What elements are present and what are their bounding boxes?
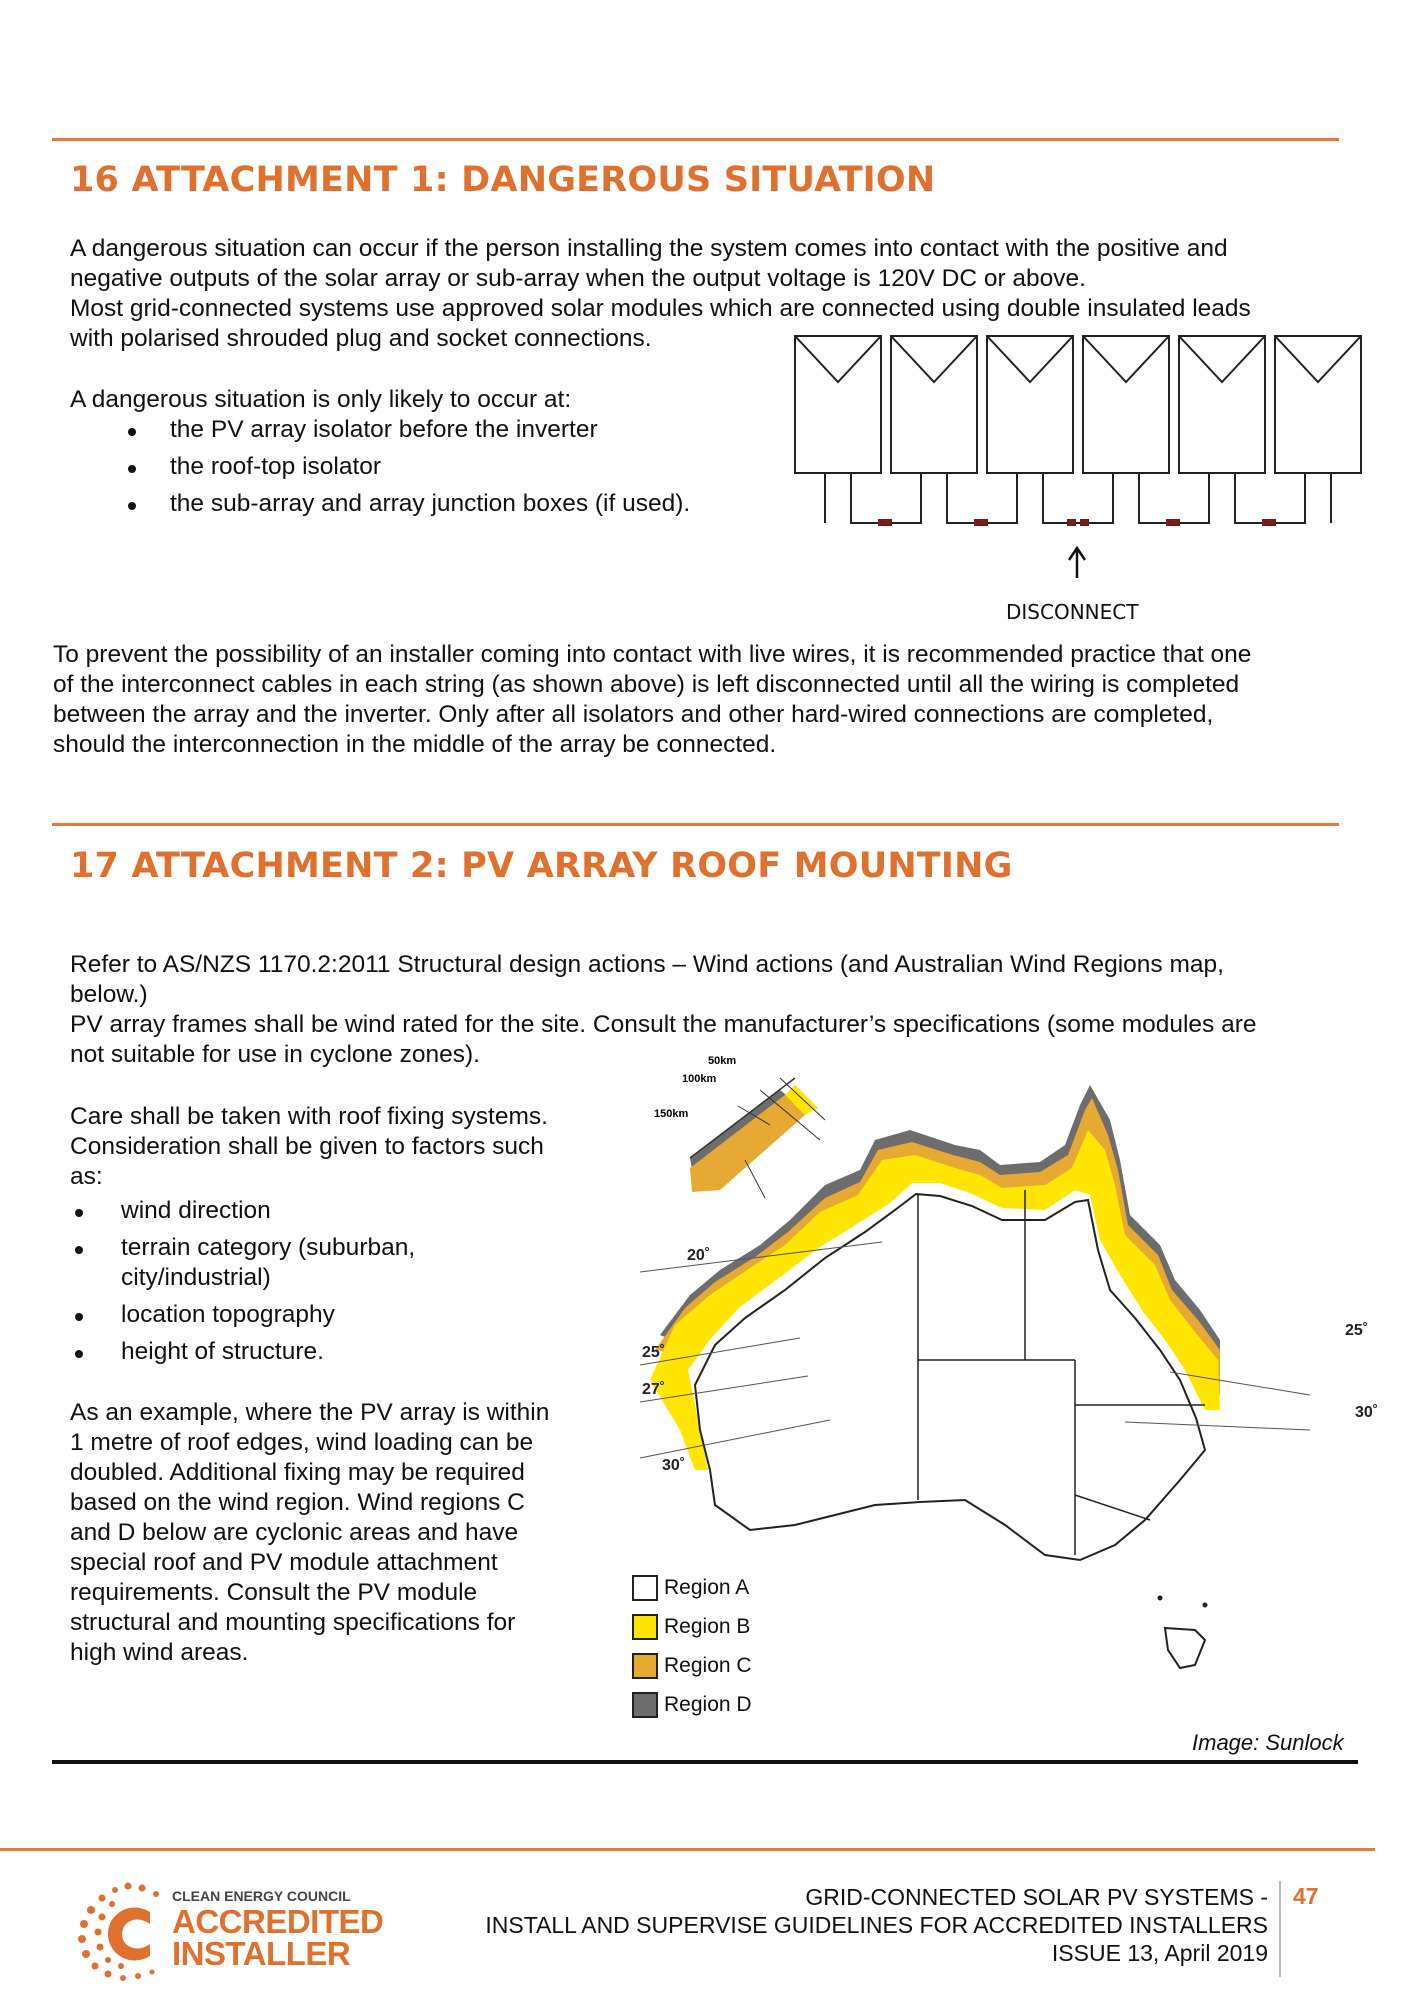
bass-strait-island	[1203, 1603, 1208, 1608]
bullet-item	[70, 1196, 415, 1226]
bullet-text: city/industrial)	[121, 1264, 271, 1291]
disconnect-label: DISCONNECT	[1006, 600, 1139, 624]
example-line: doubled. Additional fixing may be required	[70, 1459, 525, 1486]
legend-swatch	[632, 1575, 658, 1601]
example-line: based on the wind region. Wind regions C	[70, 1489, 525, 1516]
bullet-text: wind direction	[121, 1197, 271, 1224]
legend-label: Region A	[664, 1575, 750, 1599]
section-17-heading: 17 ATTACHMENT 2: PV ARRAY ROOF MOUNTING	[70, 846, 1013, 886]
solar-panel	[1083, 336, 1169, 473]
legend-item	[632, 1685, 752, 1724]
section-16-top-rule	[52, 138, 1339, 141]
example-line: and D below are cyclonic areas and have	[70, 1519, 519, 1546]
bullet-text: height of structure.	[121, 1338, 324, 1365]
prevent-line: between the array and the inverter. Only after all isolators and other hard-wired connections are completed,	[53, 701, 1214, 728]
latitude-label: 25˚	[1345, 1322, 1369, 1339]
bullet-item	[70, 1337, 415, 1367]
footer-line: ISSUE 13, April 2019	[1051, 1940, 1268, 1966]
solar-panel	[987, 336, 1073, 473]
legend-item	[632, 1646, 752, 1685]
logo-line-accredited: ACCREDITED	[172, 1903, 384, 1940]
care-line: Consideration shall be given to factors such	[70, 1133, 544, 1160]
inset-label: 50km	[708, 1055, 737, 1067]
intro-line: Most grid-connected systems use approved solar modules which are connected using double insulated leads	[70, 295, 1251, 322]
intro-line: A dangerous situation can occur if the person installing the system comes into contact with the positive and	[70, 235, 1228, 262]
reference-line: below.)	[70, 981, 148, 1008]
panel-string	[795, 336, 1361, 523]
legend-item	[632, 1568, 752, 1607]
latitude-label: 30˚	[662, 1457, 686, 1474]
prevent-line: To prevent the possibility of an installer coming into contact with live wires, it is recommended practice that one	[53, 641, 1252, 668]
interconnect-wiring	[825, 473, 1331, 523]
legend-item	[632, 1607, 752, 1646]
example-line: 1 metre of roof edges, wind loading can be	[70, 1429, 534, 1456]
reference-line: not suitable for use in cyclone zones).	[70, 1041, 480, 1068]
care-line: Care shall be taken with roof fixing systems.	[70, 1103, 548, 1130]
bullet-text: location topography	[121, 1301, 335, 1328]
care-line: as:	[70, 1163, 103, 1190]
footer-divider	[1279, 1881, 1281, 1977]
intro-line: with polarised shrouded plug and socket connections.	[70, 325, 652, 352]
legend-label: Region D	[664, 1692, 752, 1716]
example-line: requirements. Consult the PV module	[70, 1579, 478, 1606]
reference-line: Refer to AS/NZS 1170.2:2011 Structural design actions – Wind actions (and Australian Wind Regions map,	[70, 951, 1224, 978]
reference-line: PV array frames shall be wind rated for the site. Consult the manufacturer’s specifications (some modules are	[70, 1011, 1257, 1038]
logo-council-text: CLEAN ENERGY COUNCIL	[172, 1888, 351, 1904]
latitude-label: 30˚	[1355, 1404, 1379, 1421]
example-line: structural and mounting specifications for	[70, 1609, 516, 1636]
legend-swatch	[632, 1614, 658, 1640]
bullet-item: the roof-top isolator	[70, 452, 690, 482]
arrow-up-icon	[1069, 548, 1085, 578]
dangerous-lead: A dangerous situation is only likely to occur at:	[70, 386, 572, 413]
wind-factor-bullets	[70, 1196, 415, 1374]
coastal-band-inset	[654, 1055, 825, 1198]
section-17-top-rule	[52, 823, 1339, 826]
solar-panel	[1179, 336, 1265, 473]
bullet-item	[70, 1233, 415, 1293]
tasmania-outline	[1165, 1628, 1205, 1668]
bullet-item	[70, 1300, 415, 1330]
inset-label: 150km	[654, 1108, 689, 1120]
intro-line: negative outputs of the solar array or sub-array when the output voltage is 120V DC or above.	[70, 265, 1086, 292]
example-line: high wind areas.	[70, 1639, 249, 1666]
footer-rule	[0, 1848, 1375, 1851]
inset-label: 100km	[682, 1073, 717, 1085]
solar-panel	[795, 336, 881, 473]
section-17-bottom-rule	[52, 1760, 1358, 1764]
example-line: As an example, where the PV array is within	[70, 1399, 550, 1426]
legend-label: Region C	[664, 1653, 752, 1677]
section-17-example	[70, 1398, 549, 1668]
region-legend	[632, 1568, 752, 1724]
example-line: special roof and PV module attachment	[70, 1549, 498, 1576]
bullet-item: the PV array isolator before the inverter	[70, 415, 690, 445]
footer-line: GRID-CONNECTED SOLAR PV SYSTEMS -	[805, 1884, 1268, 1910]
image-caption: Image: Sunlock	[1192, 1730, 1344, 1755]
prevent-line: of the interconnect cables in each string (as shown above) is left disconnected until all the wiring is completed	[53, 671, 1240, 698]
bullet-item: the sub-array and array junction boxes (if used).	[70, 489, 690, 519]
bass-strait-island	[1158, 1596, 1163, 1601]
section-16-prevent	[53, 640, 1251, 760]
latitude-label: 25˚	[642, 1344, 666, 1361]
section-16-heading: 16 ATTACHMENT 1: DANGEROUS SITUATION	[70, 160, 936, 200]
solar-panel	[1275, 336, 1361, 473]
footer-line: INSTALL AND SUPERVISE GUIDELINES FOR ACCREDITED INSTALLERS	[485, 1912, 1268, 1938]
prevent-line: should the interconnection in the middle of the array be connected.	[53, 731, 777, 758]
footer-document-title	[485, 1883, 1268, 1967]
page-number: 47	[1293, 1883, 1319, 1909]
legend-label: Region B	[664, 1614, 751, 1638]
dangerous-bullets	[70, 415, 690, 526]
logo-line-installer: INSTALLER	[172, 1935, 351, 1972]
bullet-text: terrain category (suburban,	[121, 1234, 416, 1261]
section-17-care	[70, 1102, 548, 1192]
latitude-label: 27˚	[642, 1381, 666, 1398]
logo-mark	[78, 1883, 159, 1982]
solar-panel	[891, 336, 977, 473]
legend-swatch	[632, 1653, 658, 1679]
latitude-label: 20˚	[687, 1247, 711, 1264]
legend-swatch	[632, 1692, 658, 1718]
